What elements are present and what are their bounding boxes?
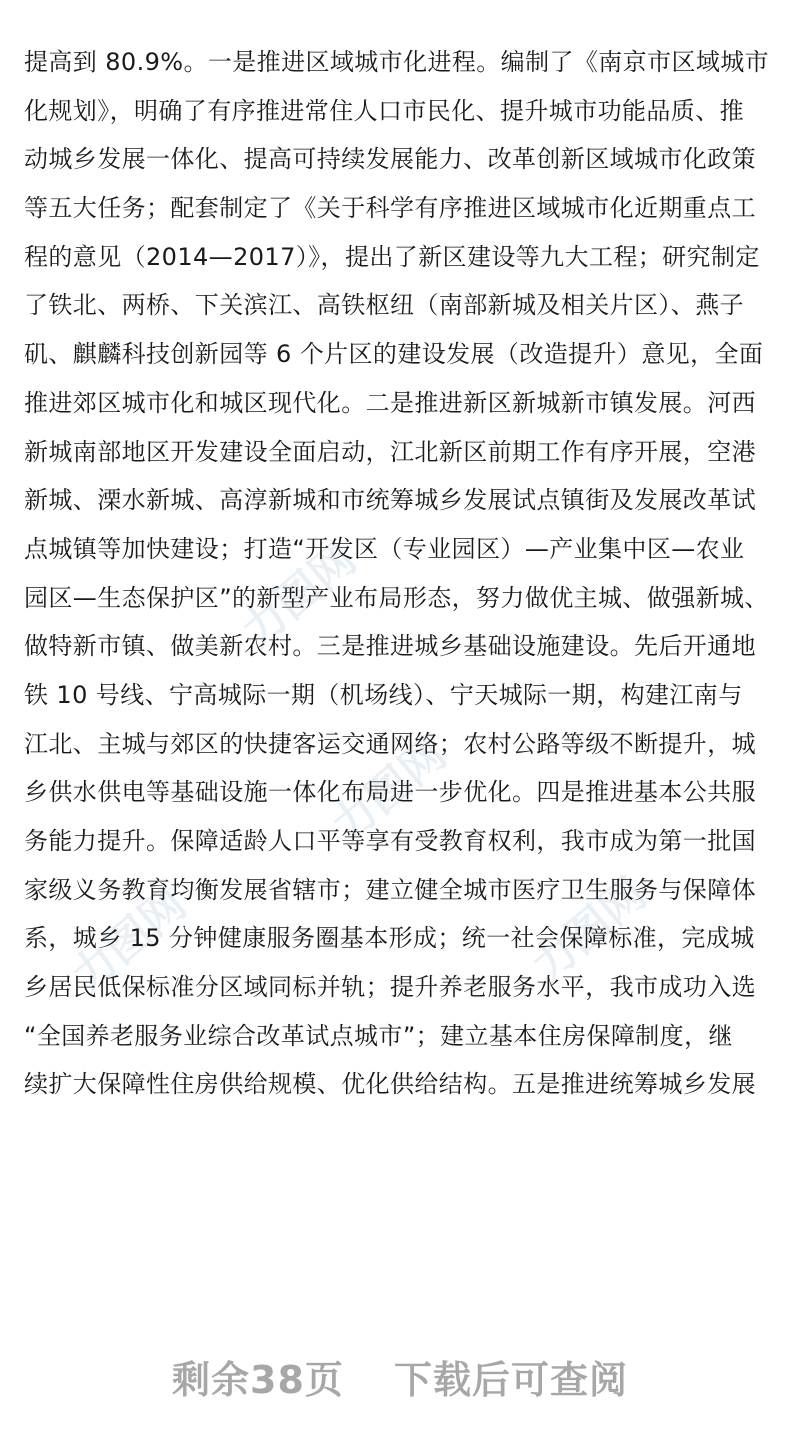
text-line: 乡供水供电等基础设施一体化布局进一步优化。四是推进基本公共服: [24, 778, 756, 807]
text-line: “全国养老服务业综合改革试点城市”；建立基本住房保障制度，继: [24, 1021, 733, 1050]
download-prompt[interactable]: [0, 1345, 800, 1415]
text-line: 等五大任务；配套制定了《关于科学有序推进区域城市化近期重点工: [24, 194, 756, 223]
text-line: 江北、主城与郊区的快捷客运交通网络；农村公路等级不断提升，城: [24, 729, 756, 758]
text-line: 提高到 80.9%。一是推进区域城市化进程。编制了《南京市区域城市: [24, 48, 770, 76]
text-line: 点城镇等加快建设；打造“开发区（专业园区）—产业集中区—农业: [24, 534, 745, 563]
text-line: 了铁北、两桥、下关滨江、高铁枢纽（南部新城及相关片区）、燕子: [24, 291, 744, 320]
text-line: 化规划》，明确了有序推进常住人口市民化、提升城市功能品质、推: [24, 96, 744, 125]
remaining-pages-label: 剩余38页: [172, 1358, 344, 1402]
text-line: 乡居民低保标准分区域同标并轨；提升养老服务水平，我市成功入选: [24, 973, 756, 1002]
watermark: 力图网: [321, 728, 456, 853]
text-line: 做特新市镇、做美新农村。三是推进城乡基础设施建设。先后开通地: [24, 632, 756, 661]
watermark: 力图网: [521, 868, 656, 993]
text-line: 续扩大保障性住房供给规模、优化供给结构。五是推进统筹城乡发展: [24, 1070, 756, 1099]
body-text: [24, 38, 784, 1109]
text-line: 务能力提升。保障适龄人口平等享有受教育权利，我市成为第一批国: [24, 827, 756, 855]
text-line: 推进郊区城市化和城区现代化。二是推进新区新城新市镇发展。河西: [24, 388, 756, 417]
text-line: 新城南部地区开发建设全面启动，江北新区前期工作有序开展，空港: [24, 437, 756, 466]
watermark: 力图网: [231, 533, 366, 658]
text-line: 程的意见（2014—2017）》，提出了新区建设等九大工程；研究制定: [24, 242, 760, 271]
text-line: 矶、麒麟科技创新园等 6 个片区的建设发展（改造提升）意见，全面: [24, 340, 764, 369]
text-line: 铁 10 号线、宁高城际一期（机场线）、宁天城际一期，构建江南与: [24, 680, 743, 709]
text-line: 系，城乡 15 分钟健康服务圈基本形成；统一社会保障标准，完成城: [24, 924, 755, 953]
watermark: 力图网: [61, 878, 196, 1003]
text-line: 家级义务教育均衡发展省辖市；建立健全城市医疗卫生服务与保障体: [24, 875, 756, 904]
text-line: 新城、溧水新城、高淳新城和市统筹城乡发展试点镇街及发展改革试: [24, 486, 756, 515]
text-line: 动城乡发展一体化、提高可持续发展能力、改革创新区域城市化政策: [24, 145, 756, 174]
download-to-view-label[interactable]: 下载后可查阅: [393, 1358, 628, 1402]
text-line: 园区—生态保护区”的新型产业布局形态，努力做优主城、做强新城、: [24, 583, 769, 612]
